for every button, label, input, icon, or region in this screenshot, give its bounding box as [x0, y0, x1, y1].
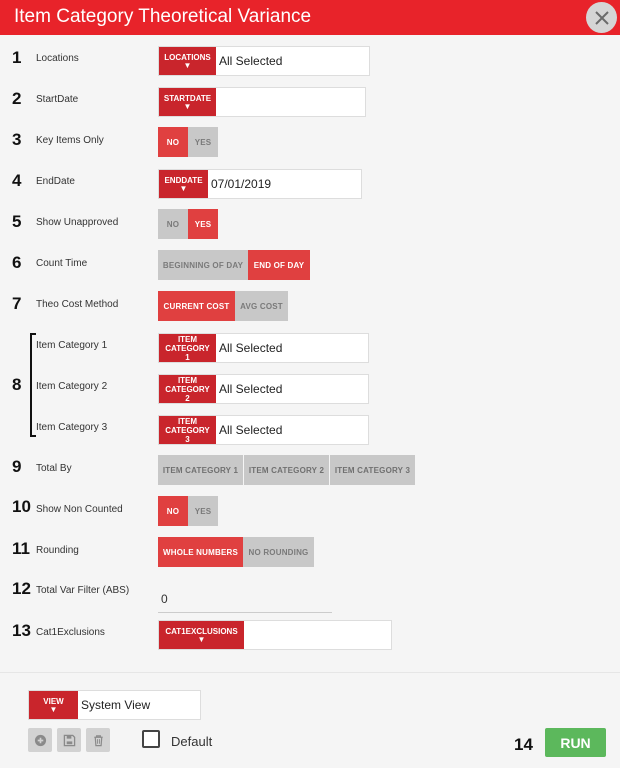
item-category-2-btn-line3: 2 — [185, 393, 190, 403]
item-category-1-label: Item Category 1 — [36, 340, 108, 351]
item-category-2-dropdown[interactable] — [158, 374, 369, 404]
view-button[interactable] — [29, 691, 78, 719]
row-number-1: 1 — [12, 48, 22, 67]
item-category-2-button[interactable] — [159, 375, 216, 403]
row-number-3: 3 — [12, 130, 22, 149]
total-var-filter-label: Total Var Filter (ABS) — [36, 585, 130, 596]
item-category-1-btn-line1: ITEM — [177, 334, 198, 344]
key-items-toggle — [158, 127, 218, 157]
locations-label: Locations — [36, 53, 79, 64]
default-checkbox[interactable] — [142, 730, 160, 748]
row-number-6: 6 — [12, 253, 22, 272]
item-category-2-label: Item Category 2 — [36, 381, 108, 392]
start-date-label: StartDate — [36, 94, 79, 105]
key-items-label: Key Items Only — [36, 135, 104, 146]
show-non-counted-toggle — [158, 496, 218, 526]
save-view-button[interactable] — [57, 728, 81, 752]
run-button[interactable]: RUN — [545, 728, 606, 757]
close-icon — [594, 10, 610, 26]
view-button-label: VIEW — [43, 696, 64, 706]
item-category-3-dropdown[interactable] — [158, 415, 369, 445]
row-number-9: 9 — [12, 457, 22, 476]
item-category-2-btn-line2: CATEGORY — [165, 384, 210, 394]
item-category-1-value: All Selected — [219, 341, 283, 355]
total-by-label: Total By — [36, 463, 72, 474]
caret-down-icon: ▼ — [49, 704, 58, 714]
item-category-1-button[interactable] — [159, 334, 216, 362]
count-time-label: Count Time — [36, 258, 88, 269]
item-category-3-btn-line3: 3 — [185, 434, 190, 444]
key-items-yes-option[interactable]: YES — [188, 127, 218, 157]
caret-down-icon: ▼ — [183, 60, 192, 70]
theo-cost-current-option[interactable]: CURRENT COST — [158, 291, 235, 321]
item-category-3-btn-line1: ITEM — [177, 416, 198, 426]
item-category-1-btn-line3: 1 — [185, 352, 190, 362]
rounding-whole-numbers-option[interactable]: WHOLE NUMBERS — [158, 537, 243, 567]
locations-dropdown[interactable] — [158, 46, 370, 76]
save-icon — [63, 734, 76, 747]
rounding-label: Rounding — [36, 545, 79, 556]
end-date-field[interactable] — [158, 169, 362, 199]
default-checkbox-label: Default — [171, 734, 213, 749]
show-non-counted-no-option[interactable]: NO — [158, 496, 188, 526]
view-value: System View — [81, 698, 151, 712]
row-number-10: 10 — [12, 497, 31, 516]
close-button[interactable] — [586, 2, 617, 33]
theo-cost-avg-option[interactable]: AVG COST — [235, 291, 288, 321]
caret-down-icon: ▼ — [197, 634, 206, 644]
total-by-category-3-option[interactable]: ITEM CATEGORY 3 — [330, 455, 415, 485]
end-date-button-label: ENDDATE — [164, 175, 203, 185]
add-view-button[interactable] — [28, 728, 52, 752]
show-unapproved-label: Show Unapproved — [36, 217, 119, 228]
end-date-label: EndDate — [36, 176, 75, 187]
show-unapproved-no-option[interactable]: NO — [158, 209, 188, 239]
count-time-toggle — [158, 250, 310, 280]
show-non-counted-yes-option[interactable]: YES — [188, 496, 218, 526]
theo-cost-toggle — [158, 291, 288, 321]
count-time-end-option[interactable]: END OF DAY — [248, 250, 310, 280]
item-category-3-button[interactable] — [159, 416, 216, 444]
plus-circle-icon — [34, 734, 47, 747]
rounding-toggle — [158, 537, 314, 567]
item-category-3-btn-line2: CATEGORY — [165, 425, 210, 435]
caret-down-icon: ▼ — [179, 183, 188, 193]
item-category-2-value: All Selected — [219, 382, 283, 396]
row-number-4: 4 — [12, 171, 22, 190]
row-number-5: 5 — [12, 212, 22, 231]
trash-icon — [92, 734, 105, 747]
dialog-title: Item Category Theoretical Variance — [14, 6, 312, 27]
end-date-value[interactable]: 07/01/2019 — [211, 177, 272, 191]
locations-value: All Selected — [219, 54, 283, 68]
item-category-1-dropdown[interactable] — [158, 333, 369, 363]
locations-button-label: LOCATIONS — [164, 52, 211, 62]
start-date-value[interactable] — [216, 88, 219, 116]
item-category-2-btn-line1: ITEM — [177, 375, 198, 385]
count-time-beginning-option[interactable]: BEGINNING OF DAY — [158, 250, 248, 280]
footer-separator — [0, 672, 620, 673]
key-items-no-option[interactable]: NO — [158, 127, 188, 157]
row-number-7: 7 — [12, 294, 22, 313]
show-unapproved-toggle — [158, 209, 218, 239]
cat1-exclusions-button[interactable] — [159, 621, 244, 649]
row-number-12: 12 — [12, 579, 31, 598]
view-dropdown[interactable] — [28, 690, 201, 720]
item-category-1-btn-line2: CATEGORY — [165, 343, 210, 353]
row-number-8: 8 — [12, 375, 22, 394]
show-unapproved-yes-option[interactable]: YES — [188, 209, 218, 239]
total-by-category-2-option[interactable]: ITEM CATEGORY 2 — [244, 455, 329, 485]
item-category-3-value: All Selected — [219, 423, 283, 437]
end-date-button[interactable] — [159, 170, 208, 198]
theo-cost-label: Theo Cost Method — [36, 299, 119, 310]
start-date-field[interactable] — [158, 87, 366, 117]
row-number-2: 2 — [12, 89, 22, 108]
dialog-header — [0, 0, 620, 35]
rounding-no-rounding-option[interactable]: NO ROUNDING — [243, 537, 314, 567]
item-category-3-label: Item Category 3 — [36, 422, 108, 433]
total-by-category-1-option[interactable]: ITEM CATEGORY 1 — [158, 455, 243, 485]
cat1-exclusions-label: Cat1Exclusions — [36, 627, 105, 638]
delete-view-button[interactable] — [86, 728, 110, 752]
start-date-button-label: STARTDATE — [163, 93, 212, 103]
row-number-11: 11 — [12, 539, 30, 558]
total-var-filter-input[interactable]: 0 — [158, 585, 332, 613]
show-non-counted-label: Show Non Counted — [36, 504, 123, 515]
row-number-13: 13 — [12, 621, 31, 640]
cat1-exclusions-button-label: CAT1EXCLUSIONS — [165, 626, 238, 636]
caret-down-icon: ▼ — [183, 101, 192, 111]
row-number-14: 14 — [514, 735, 533, 754]
total-by-toggle — [158, 455, 415, 485]
locations-button[interactable] — [159, 47, 216, 75]
start-date-button[interactable] — [159, 88, 216, 116]
cat1-exclusions-value — [244, 621, 247, 649]
cat1-exclusions-dropdown[interactable] — [158, 620, 392, 650]
